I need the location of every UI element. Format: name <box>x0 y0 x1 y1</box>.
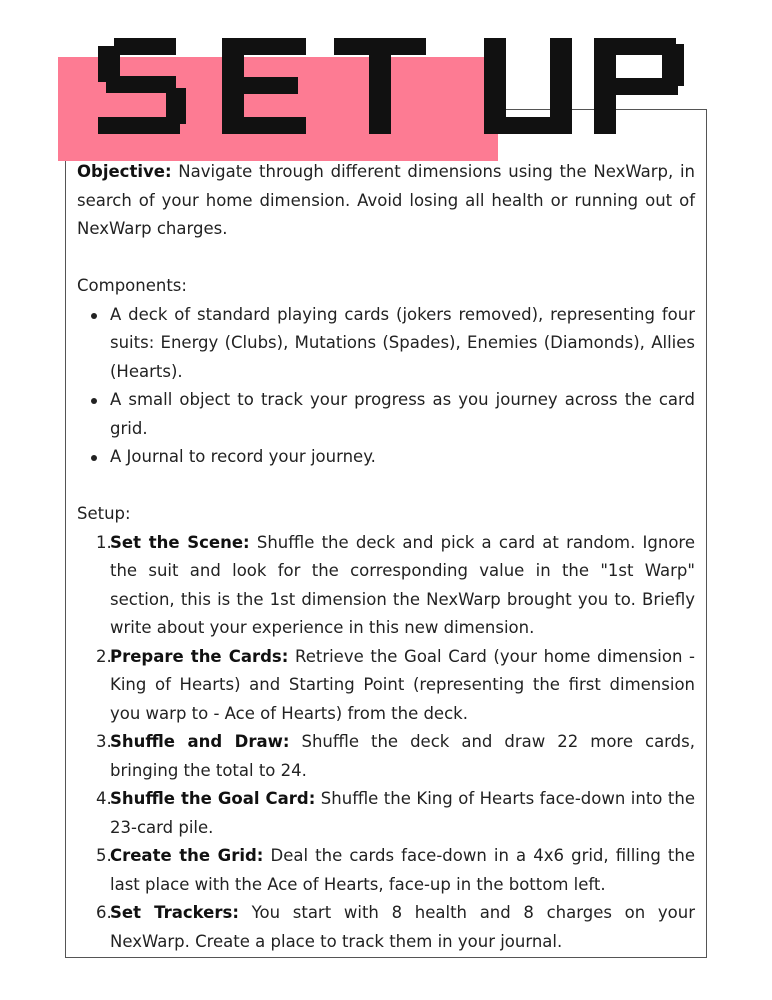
rules-text <box>77 158 695 956</box>
step-label: Shuffle the Goal Card: <box>110 789 316 808</box>
step-label: Set Trackers: <box>110 903 239 922</box>
step-text: Shuffle the King of Hearts face-down into the 23-card pile. <box>110 789 695 837</box>
step-number: 4. <box>96 789 112 808</box>
objective-label: Objective: <box>77 162 172 181</box>
step-text: Shuffle the deck and draw 22 more cards, bringing the total to 24. <box>110 732 695 780</box>
step-label: Shuffle and Draw: <box>110 732 290 751</box>
page-title-lettering <box>98 38 688 134</box>
page-title <box>98 38 688 134</box>
components-heading: Components: <box>77 276 187 295</box>
setup-steps-list <box>77 529 695 957</box>
bullet-icon <box>91 313 97 319</box>
step-label: Create the Grid: <box>110 846 264 865</box>
step-text: Retrieve the Goal Card (your home dimension - King of Hearts) and Starting Point (representing the first dimension you warp to - Ace of Hearts) from the deck. <box>110 646 696 723</box>
step-number: 6. <box>96 903 112 922</box>
list-item: A deck of standard playing cards (jokers removed), representing four suits: Energy (Clubs), Mutations (Spades), Enemies (Diamonds), Allies (Hearts). <box>77 301 695 387</box>
bullet-icon <box>91 398 97 404</box>
step-label: Prepare the Cards: <box>110 646 289 666</box>
step-text: You start with 8 health and 8 charges on your NexWarp. Create a place to track them in your journal. <box>110 903 696 951</box>
setup-step <box>77 842 695 899</box>
list-item: A Journal to record your journey. <box>77 443 695 472</box>
step-number: 3. <box>96 732 112 751</box>
setup-step <box>77 643 695 729</box>
setup-step <box>77 728 695 785</box>
step-text: Shuffle the deck and pick a card at random. Ignore the suit and look for the corresponding value in the "1st Warp" section, this is the 1st dimension the NexWarp brought you to. Briefly write about your experience in this new dimension. <box>110 532 696 637</box>
bullet-icon <box>91 455 97 461</box>
components-list <box>77 301 695 472</box>
objective-text: Navigate through different dimensions using the NexWarp, in search of your home dimension. Avoid losing all health or running out of NexWarp charges. <box>77 162 695 238</box>
list-item: A small object to track your progress as you journey across the card grid. <box>77 386 695 443</box>
setup-step <box>77 899 695 956</box>
step-number: 2. <box>96 646 112 666</box>
setup-step <box>77 529 695 643</box>
step-label: Set the Scene: <box>110 532 250 552</box>
objective-paragraph <box>77 158 695 244</box>
step-number: 5. <box>96 846 112 865</box>
step-number: 1. <box>96 532 112 552</box>
setup-heading: Setup: <box>77 504 131 523</box>
setup-step <box>77 785 695 842</box>
step-text: Deal the cards face-down in a 4x6 grid, filling the last place with the Ace of Hearts, face-up in the bottom left. <box>110 846 695 894</box>
